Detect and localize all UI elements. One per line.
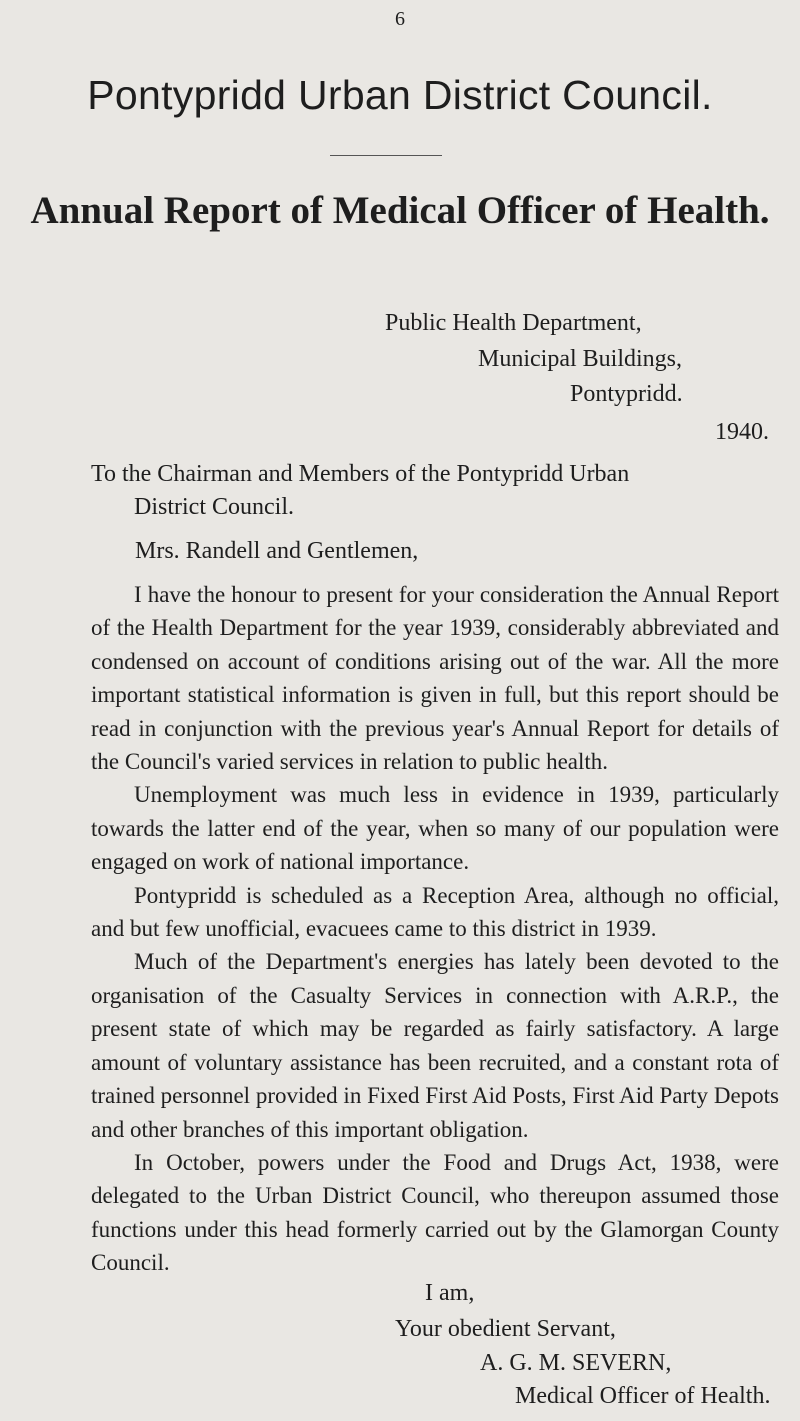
title-divider [330,155,442,156]
salutation: Mrs. Randell and Gentlemen, [135,538,419,564]
address-year: 1940. [715,419,769,445]
closing-line: I am, [425,1280,475,1306]
signatory-name: A. G. M. SEVERN, [480,1350,672,1376]
addressee-line-1: To the Chairman and Members of the Pontypridd Urban [91,461,630,487]
address-department: Public Health Department, [385,310,642,336]
signatory-title: Medical Officer of Health. [515,1383,771,1409]
paragraph-casualty-services: Much of the Department's energies has lately been devoted to the organisation of the Casualty Services in connection with A.R.P., the present state of which may be regarded as fairly satisfactory. A large amount of voluntary assistance has been recruited, and a constant rota of trained personnel provided in Fixed First Aid Posts, First Aid Party Depots and other branches of this important obligation. [91,949,779,1142]
page-number: 6 [395,8,405,30]
paragraph-food-and-drugs: In October, powers under the Food and Drugs Act, 1938, were delegated to the Urban District Council, who thereupon assumed those functions under this head formerly carried out by the Glamorgan County Council. [91,1149,779,1276]
address-building: Municipal Buildings, [478,346,682,372]
report-body [91,578,779,1280]
paragraph-reception-area: Pontypridd is scheduled as a Reception Area, although no official, and but few unofficial, evacuees came to this district in 1939. [91,882,779,942]
paragraph-unemployment: Unemployment was much less in evidence in 1939, particularly towards the latter end of the year, when so many of our population were engaged on work of national importance. [91,782,779,875]
report-title: Annual Report of Medical Officer of Health. [30,189,770,232]
council-title: Pontypridd Urban District Council. [87,72,713,118]
closing-servant: Your obedient Servant, [395,1316,616,1342]
address-town: Pontypridd. [570,381,683,407]
addressee [91,458,771,524]
addressee-line-2: District Council. [134,494,294,520]
paragraph-introduction: I have the honour to present for your consideration the Annual Report of the Health Department for the year 1939, considerably abbreviated and condensed on account of conditions arising out of the war. All the more important statistical information is given in full, but this report should be read in conjunction with the previous year's Annual Report for details of the Council's varied services in relation to public health. [91,582,779,775]
